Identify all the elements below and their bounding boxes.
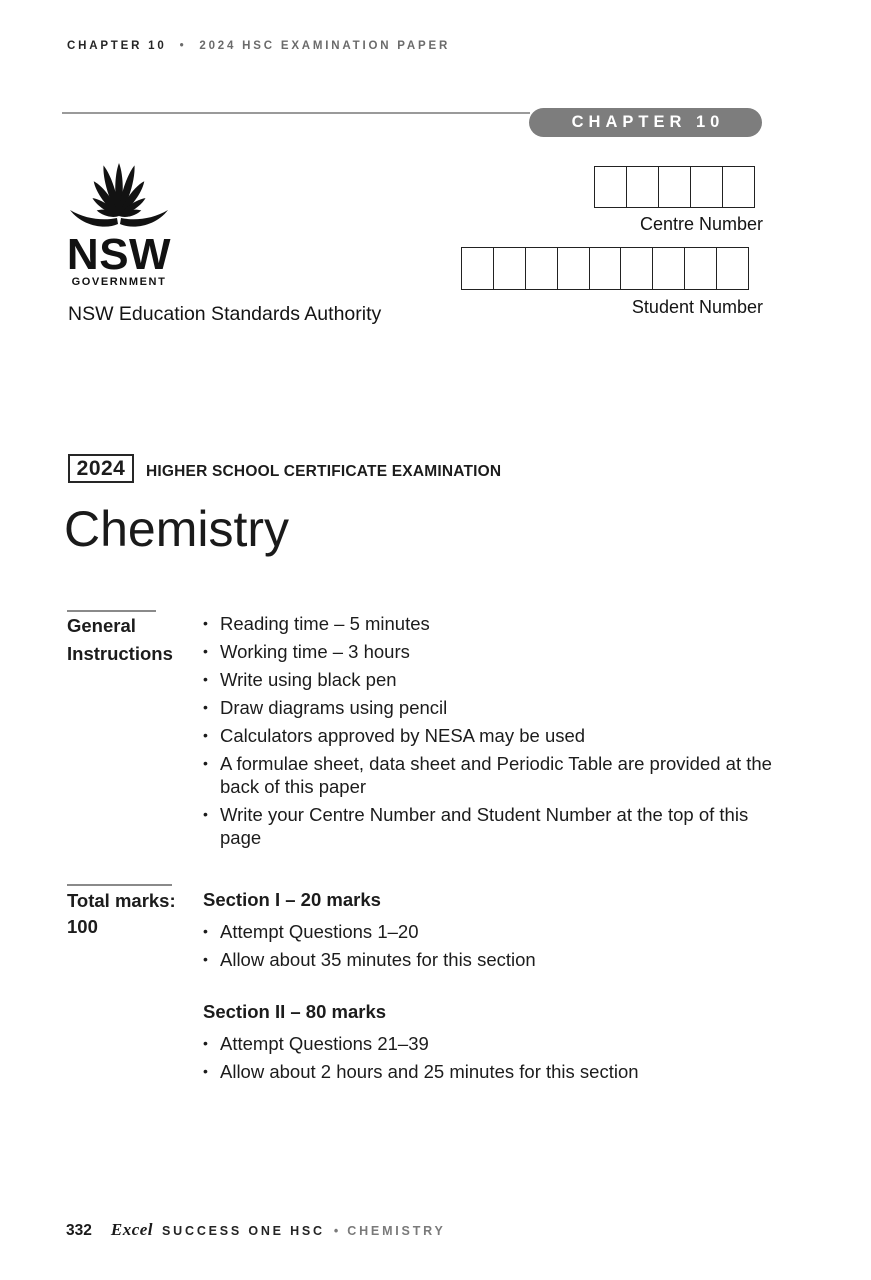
centre-number-label: Centre Number [639,214,763,234]
student-number-box [557,247,590,290]
student-number-box [716,247,749,290]
section-item [203,920,783,943]
section-item [203,1060,783,1083]
student-number-box [589,247,622,290]
section-2-list [203,1032,783,1083]
bullet-icon [203,640,220,663]
section-item [203,1032,783,1055]
sections [203,888,783,1112]
exam-year-box: 2024 [68,454,134,483]
instruction-item [203,803,775,849]
student-number-box [461,247,494,290]
section-item [203,948,783,971]
section-item-text: Attempt Questions 21–39 [220,1033,429,1054]
student-number-box [652,247,685,290]
chapter-badge-rule [62,112,530,114]
authority-name: NSW Education Standards Authority [68,303,382,325]
instruction-item [203,696,775,719]
logo-government-text: GOVERNMENT [71,276,167,289]
student-number-box [493,247,526,290]
student-number-box [620,247,653,290]
section-2-title: Section II – 80 marks [203,1001,387,1022]
section-2 [203,1000,783,1083]
chapter-badge: CHAPTER 10 [529,108,762,137]
general-instructions-list [203,612,775,854]
total-marks-rule [67,884,172,886]
instruction-text: Calculators approved by NESA may be used [220,725,586,746]
bullet-icon [203,612,220,635]
instruction-item [203,752,775,798]
bullet-icon [203,1060,220,1083]
nsw-waratah-icon [67,160,171,232]
centre-number-box [722,166,755,208]
bullet-icon [203,724,220,747]
page-footer [66,1220,446,1240]
subject-title: Chemistry [64,501,290,557]
student-number-grid [463,247,749,290]
footer-subject: CHEMISTRY [347,1224,446,1238]
footer-brand: Excel [110,1220,154,1239]
section-1-title: Section I – 20 marks [203,889,381,910]
bullet-icon [203,696,220,719]
instruction-text: Draw diagrams using pencil [220,697,448,718]
bullet-icon [203,920,220,943]
page-number: 332 [66,1222,92,1239]
instruction-item [203,724,775,747]
bullet-icon [203,948,220,971]
bullet-icon [203,803,220,849]
student-number-label: Student Number [631,297,763,317]
footer-series: SUCCESS ONE HSC [162,1224,325,1238]
running-head-bullet: • [179,40,187,52]
section-item-text: Allow about 35 minutes for this section [220,949,536,970]
running-head [67,40,450,52]
section-1-list [203,920,783,971]
instruction-text: Write your Centre Number and Student Number at the top of this page [220,804,749,848]
instruction-text: Write using black pen [220,669,397,690]
centre-number-box [626,166,659,208]
instruction-item [203,668,775,691]
bullet-icon [203,1032,220,1055]
instruction-text: Working time – 3 hours [220,641,410,662]
centre-number-box [658,166,691,208]
centre-number-grid [596,166,755,208]
bullet-icon [203,752,220,798]
bullet-icon [203,668,220,691]
nsw-government-logo [66,160,172,288]
running-head-chapter: CHAPTER 10 [67,40,167,52]
centre-number-box [690,166,723,208]
general-instructions-heading-line1: General [67,615,136,636]
total-marks-value: 100 [67,916,98,937]
total-marks-label: Total marks: [67,890,176,911]
logo-nsw-text: NSW [66,230,172,279]
section-1 [203,888,783,971]
student-number-box [684,247,717,290]
section-item-text: Attempt Questions 1–20 [220,921,419,942]
total-marks [67,888,176,940]
footer-bullet: • [333,1224,339,1238]
instruction-text: A formulae sheet, data sheet and Periodic Table are provided at the back of this paper [220,753,772,797]
general-instructions-heading [67,612,173,668]
instruction-text: Reading time – 5 minutes [220,613,430,634]
section-item-text: Allow about 2 hours and 25 minutes for this section [220,1061,639,1082]
running-head-title: 2024 HSC EXAMINATION PAPER [199,40,451,52]
instruction-item [203,640,775,663]
student-number-box [525,247,558,290]
instruction-item [203,612,775,635]
exam-title: HIGHER SCHOOL CERTIFICATE EXAMINATION [146,463,502,480]
centre-number-box [594,166,627,208]
general-instructions-heading-line2: Instructions [67,643,173,664]
